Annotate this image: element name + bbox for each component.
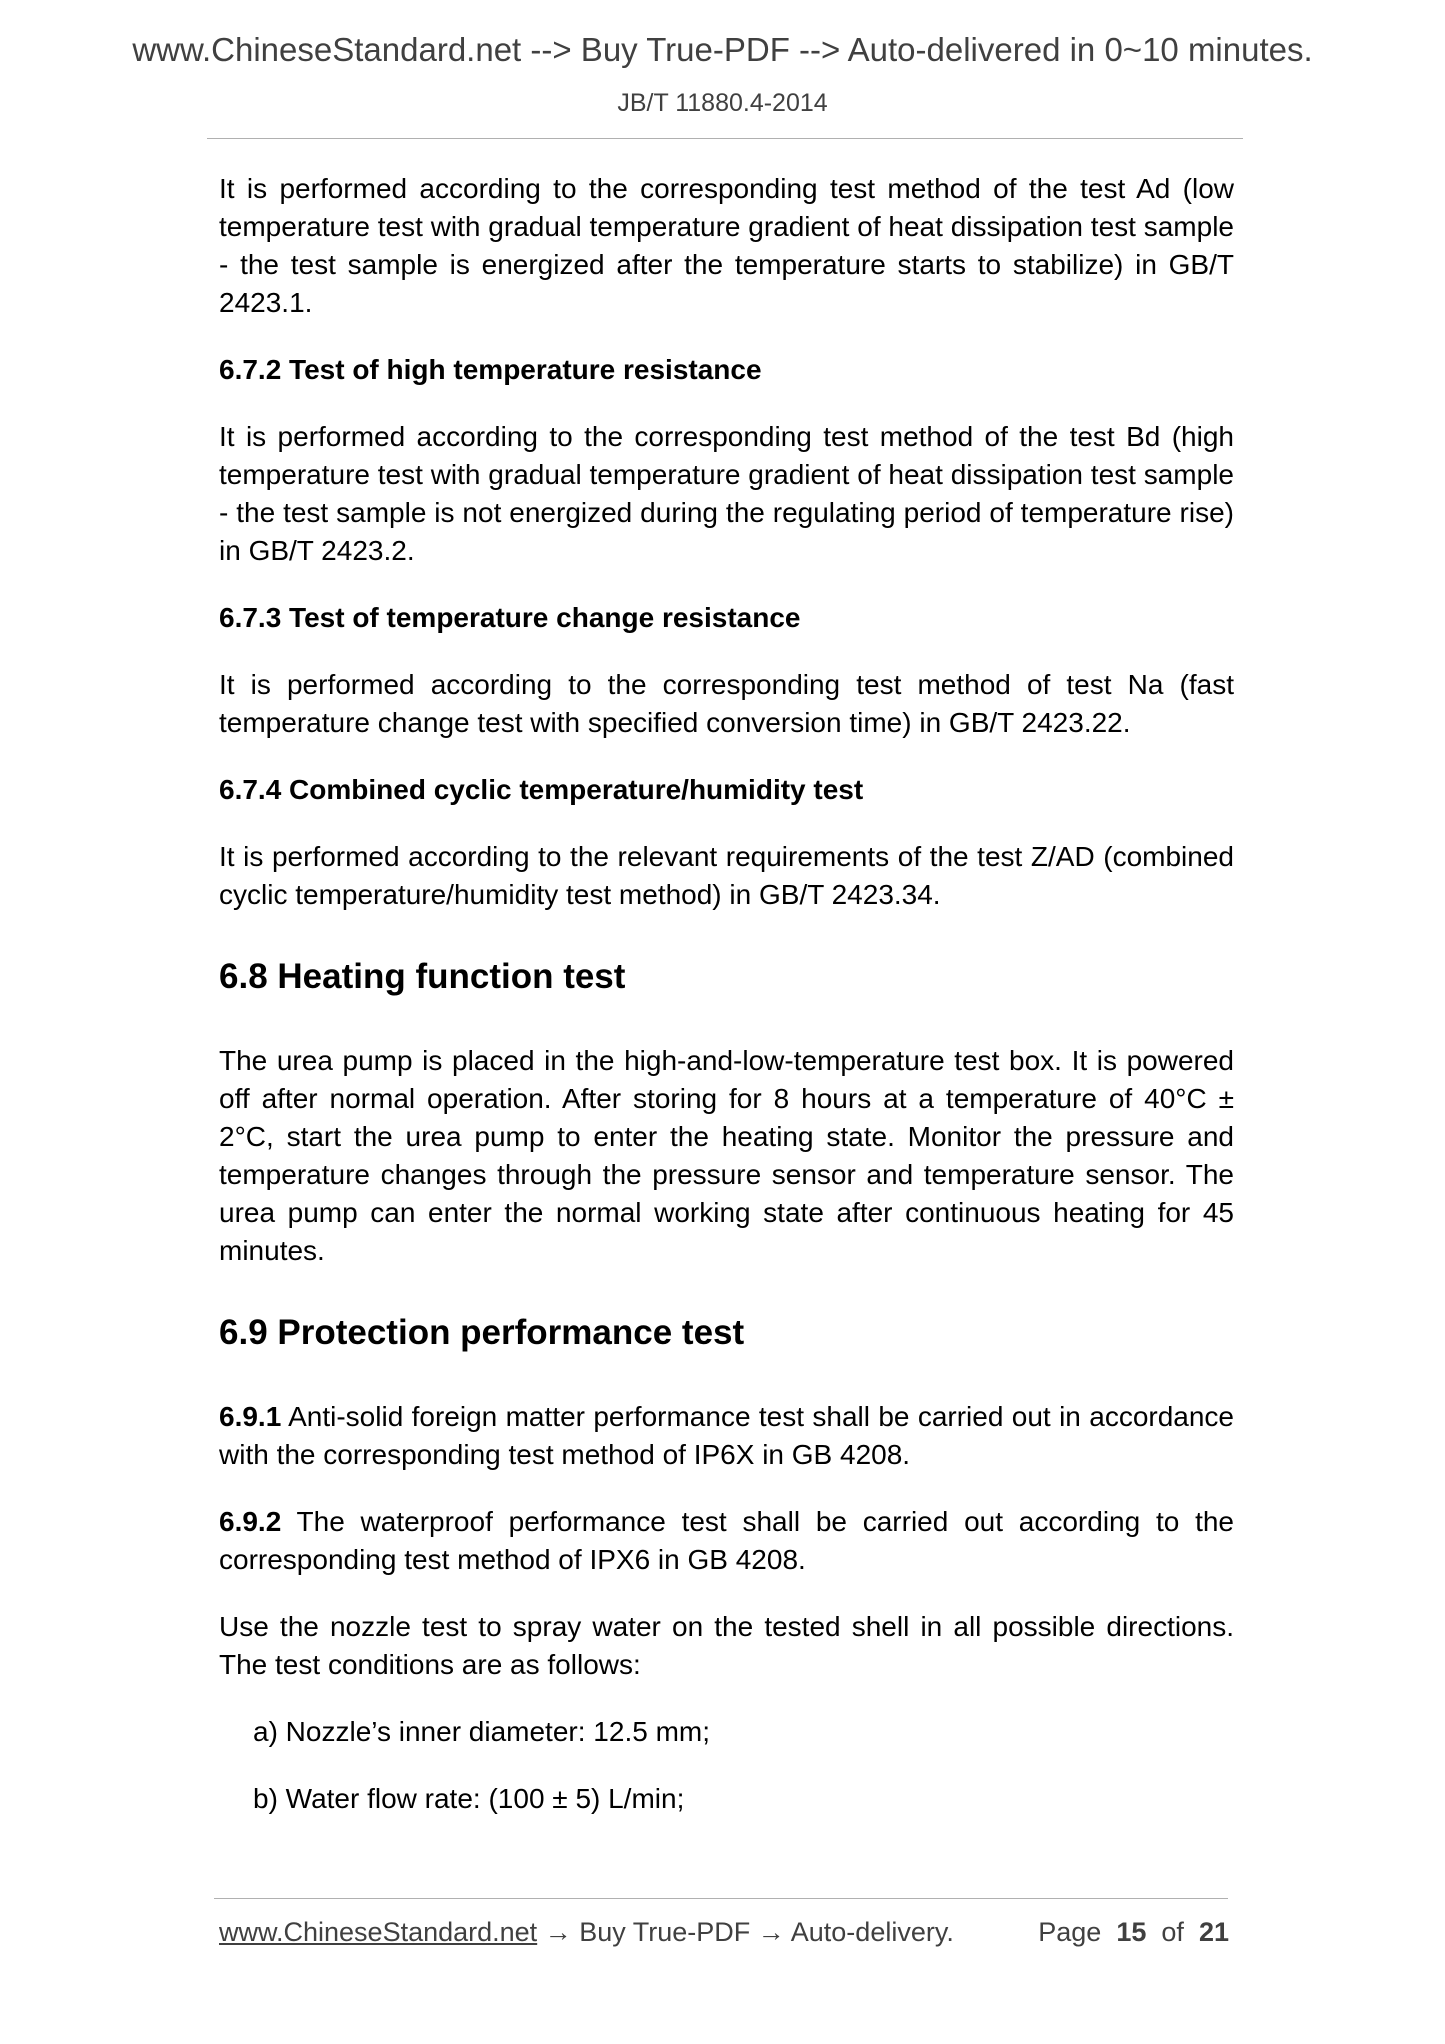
paragraph-nozzle-test: Use the nozzle test to spray water on the tested shell in all possible directions. The test conditions are as follows: (219, 1611, 1234, 1680)
header-divider (207, 138, 1243, 139)
clause-number-6-9-2: 6.9.2 (219, 1506, 282, 1537)
clause-text-6-9-2: The waterproof performance test shall be carried out according to the corresponding test method of IPX6 in GB 4208. (219, 1506, 1234, 1575)
document-code: JB/T 11880.4-2014 (617, 89, 828, 117)
heading-6-8: 6.8 Heating function test (219, 957, 626, 996)
top-banner[interactable]: www.ChineseStandard.net --> Buy True-PDF --> Auto-delivered in 0~10 minutes. (132, 31, 1313, 68)
footer-buy-text: Buy True-PDF (579, 1917, 751, 1947)
heading-6-9: 6.9 Protection performance test (219, 1313, 745, 1352)
paragraph-6-7-2: It is performed according to the corresponding test method of the test Bd (high temperature test with gradual temperature gradient of heat dissipation test sample - the test sample is not energized during the regulating period of temperature rise) in GB/T 2423.2. (219, 421, 1234, 566)
paragraph-6-7-3: It is performed according to the corresponding test method of test Na (fast temperature change test with specified conversion time) in GB/T 2423.22. (219, 669, 1234, 738)
paragraph-6-8: The urea pump is placed in the high-and-low-temperature test box. It is powered off after normal operation. After storing for 8 hours at a temperature of 40°C ± 2°C, start the urea pump to enter the heating state. Monitor the pressure and temperature changes through the pressure sensor and temperature sensor. The urea pump can enter the normal working state after continuous heating for 45 minutes. (219, 1045, 1234, 1266)
heading-6-7-2: 6.7.2 Test of high temperature resistance (219, 354, 762, 385)
arrow-right-icon: → (537, 1917, 580, 1947)
heading-6-7-3: 6.7.3 Test of temperature change resistance (219, 602, 801, 633)
page-label: Page (1038, 1917, 1102, 1947)
paragraph-6-9-2 (219, 1503, 1234, 1579)
arrow-right-icon: → (750, 1917, 791, 1947)
heading-6-7-4: 6.7.4 Combined cyclic temperature/humidity test (219, 774, 864, 805)
paragraph-6-9-1 (219, 1398, 1234, 1474)
clause-number-6-9-1: 6.9.1 (219, 1401, 282, 1432)
page-number: 15 (1116, 1917, 1147, 1947)
footer-divider (214, 1898, 1228, 1899)
clause-text-6-9-1: Anti-solid foreign matter performance test shall be carried out in accordance with the corresponding test method of IP6X in GB 4208. (219, 1401, 1234, 1470)
page-total: 21 (1198, 1917, 1229, 1947)
page-content (219, 170, 1234, 1818)
page-footer (219, 1914, 1229, 1950)
paragraph-intro: It is performed according to the corresponding test method of the test Ad (low temperature test with gradual temperature gradient of heat dissipation test sample - the test sample is energized after the temperature starts to stabilize) in GB/T 2423.1. (219, 173, 1234, 318)
page-of-label: of (1161, 1917, 1184, 1947)
paragraph-6-7-4: It is performed according to the relevant requirements of the test Z/AD (combined cyclic temperature/humidity test method) in GB/T 2423.34. (219, 841, 1234, 910)
list-item-b: b) Water flow rate: (100 ± 5) L/min; (253, 1783, 685, 1814)
page-indicator (1038, 1914, 1229, 1950)
footer-auto-text: Auto-delivery. (790, 1917, 954, 1947)
footer-site-link[interactable]: www.ChineseStandard.net (219, 1917, 538, 1947)
list-item-a: a) Nozzle’s inner diameter: 12.5 mm; (253, 1716, 710, 1747)
footer-links (219, 1914, 954, 1950)
